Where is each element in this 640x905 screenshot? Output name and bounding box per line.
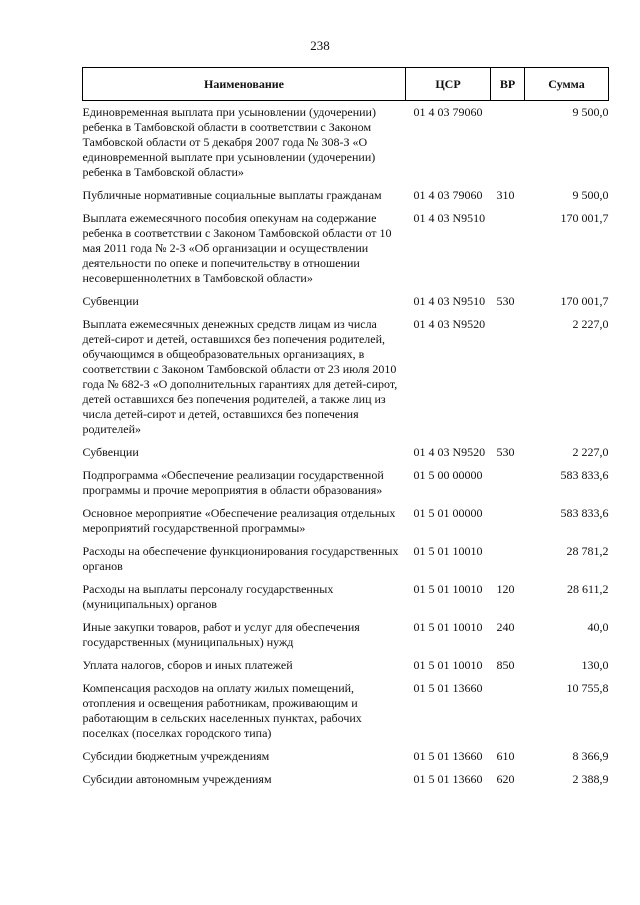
table-row [83,101,609,185]
table-body [83,101,609,792]
row-vr: 240 [496,620,515,634]
row-csr: 01 4 03 N9510 [413,211,486,225]
header-sum: Сумма [525,68,609,101]
row-name: Расходы на обеспечение функционирования государственных органов [82,544,399,573]
row-csr: 01 5 01 10010 [413,620,483,634]
page-number: 238 [310,38,330,53]
table-row [83,677,609,745]
row-vr [491,677,525,745]
row-name: Выплата ежемесячного пособия опекунам на содержание ребенка в соответствии с Законом Тамбовской области от 10 мая 2011 года № 2-З «Об организации и осуществлении деятельности по опеке и попечительству в отношении несовершеннолетних в Тамбовской области» [82,211,392,285]
row-vr [491,540,525,578]
row-sum: 8 366,9 [572,749,609,763]
table-row [83,768,609,791]
row-sum: 9 500,0 [572,105,609,119]
row-vr [491,207,525,290]
row-vr: 850 [496,658,515,672]
row-name: Публичные нормативные социальные выплаты гражданам [82,188,382,202]
row-vr: 310 [496,188,515,202]
table-row [83,540,609,578]
row-sum: 583 833,6 [560,468,609,482]
row-name: Иные закупки товаров, работ и услуг для обеспечения государственных (муниципальных) нужд [82,620,360,649]
table-row [83,654,609,677]
row-sum: 28 781,2 [566,544,609,558]
row-sum: 2 388,9 [572,772,609,786]
budget-table [82,67,609,791]
row-vr: 620 [496,772,515,786]
row-vr: 530 [496,445,515,459]
row-vr [491,101,525,185]
row-csr: 01 5 01 13660 [413,681,483,695]
row-csr: 01 4 03 N9520 [413,445,486,459]
table-row [83,441,609,464]
row-vr [491,502,525,540]
row-csr: 01 4 03 79060 [413,188,483,202]
row-sum: 170 001,7 [560,294,609,308]
row-sum: 170 001,7 [560,211,609,225]
row-name: Компенсация расходов на оплату жилых помещений, отопления и освещения работникам, проживающим и работающим в сельских населенных пунктах, рабочих поселках (поселках городского типа) [82,681,362,740]
row-sum: 10 755,8 [566,681,609,695]
row-csr: 01 5 01 13660 [413,749,483,763]
row-sum: 2 227,0 [572,445,609,459]
row-sum: 9 500,0 [572,188,609,202]
header-vr: ВР [491,68,525,101]
table-row [83,464,609,502]
header-csr: ЦСР [406,68,491,101]
table-row [83,207,609,290]
row-csr: 01 5 01 10010 [413,544,483,558]
row-csr: 01 4 03 N9520 [413,317,486,331]
row-name: Субсидии автономным учреждениям [82,772,272,786]
row-vr: 610 [496,749,515,763]
row-name: Основное мероприятие «Обеспечение реализация отдельных мероприятий государственной программы» [82,506,396,535]
row-name: Субвенции [82,445,139,459]
table-header [83,68,609,101]
row-vr: 120 [496,582,515,596]
row-vr: 530 [496,294,515,308]
table-row [83,745,609,768]
row-name: Субсидии бюджетным учреждениям [82,749,270,763]
row-sum: 40,0 [587,620,609,634]
row-csr: 01 5 01 13660 [413,772,483,786]
row-csr: 01 4 03 N9510 [413,294,486,308]
row-name: Субвенции [82,294,139,308]
header-name: Наименование [83,68,406,101]
row-name: Единовременная выплата при усыновлении (удочерении) ребенка в Тамбовской области в соответствии с Законом Тамбовской области от 5 декабря 2007 года № 308-З «О единовременной выплате при усыновлении (удочерении) ребенка в Тамбовской области» [82,105,376,179]
table-row [83,313,609,441]
row-vr [491,464,525,502]
table-row [83,290,609,313]
table-row [83,502,609,540]
row-csr: 01 5 01 10010 [413,658,483,672]
row-vr [491,313,525,441]
row-sum: 583 833,6 [560,506,609,520]
row-csr: 01 5 01 00000 [413,506,483,520]
row-sum: 2 227,0 [572,317,609,331]
row-csr: 01 4 03 79060 [413,105,483,119]
table-row [83,184,609,207]
table-row [83,616,609,654]
row-csr: 01 5 01 10010 [413,582,483,596]
row-name: Уплата налогов, сборов и иных платежей [82,658,293,672]
table-row [83,578,609,616]
row-name: Выплата ежемесячных денежных средств лицам из числа детей-сирот и детей, оставшихся без попечения родителей, обучающимся в общеобразовательных организациях, в соответствии с Законом Тамбовской области от 23 июля 2010 года № 682-З «О дополнительных гарантиях для детей-сирот, детей оставшихся без попечения родителей, а также лиц из числа детей-сирот и детей, оставшихся без попечения родителей» [82,317,398,436]
row-name: Расходы на выплаты персоналу государственных (муниципальных) органов [82,582,334,611]
row-sum: 130,0 [581,658,609,672]
row-sum: 28 611,2 [566,582,609,596]
row-name: Подпрограмма «Обеспечение реализации государственной программы и прочие мероприятия в области образования» [82,468,384,497]
row-csr: 01 5 00 00000 [413,468,483,482]
